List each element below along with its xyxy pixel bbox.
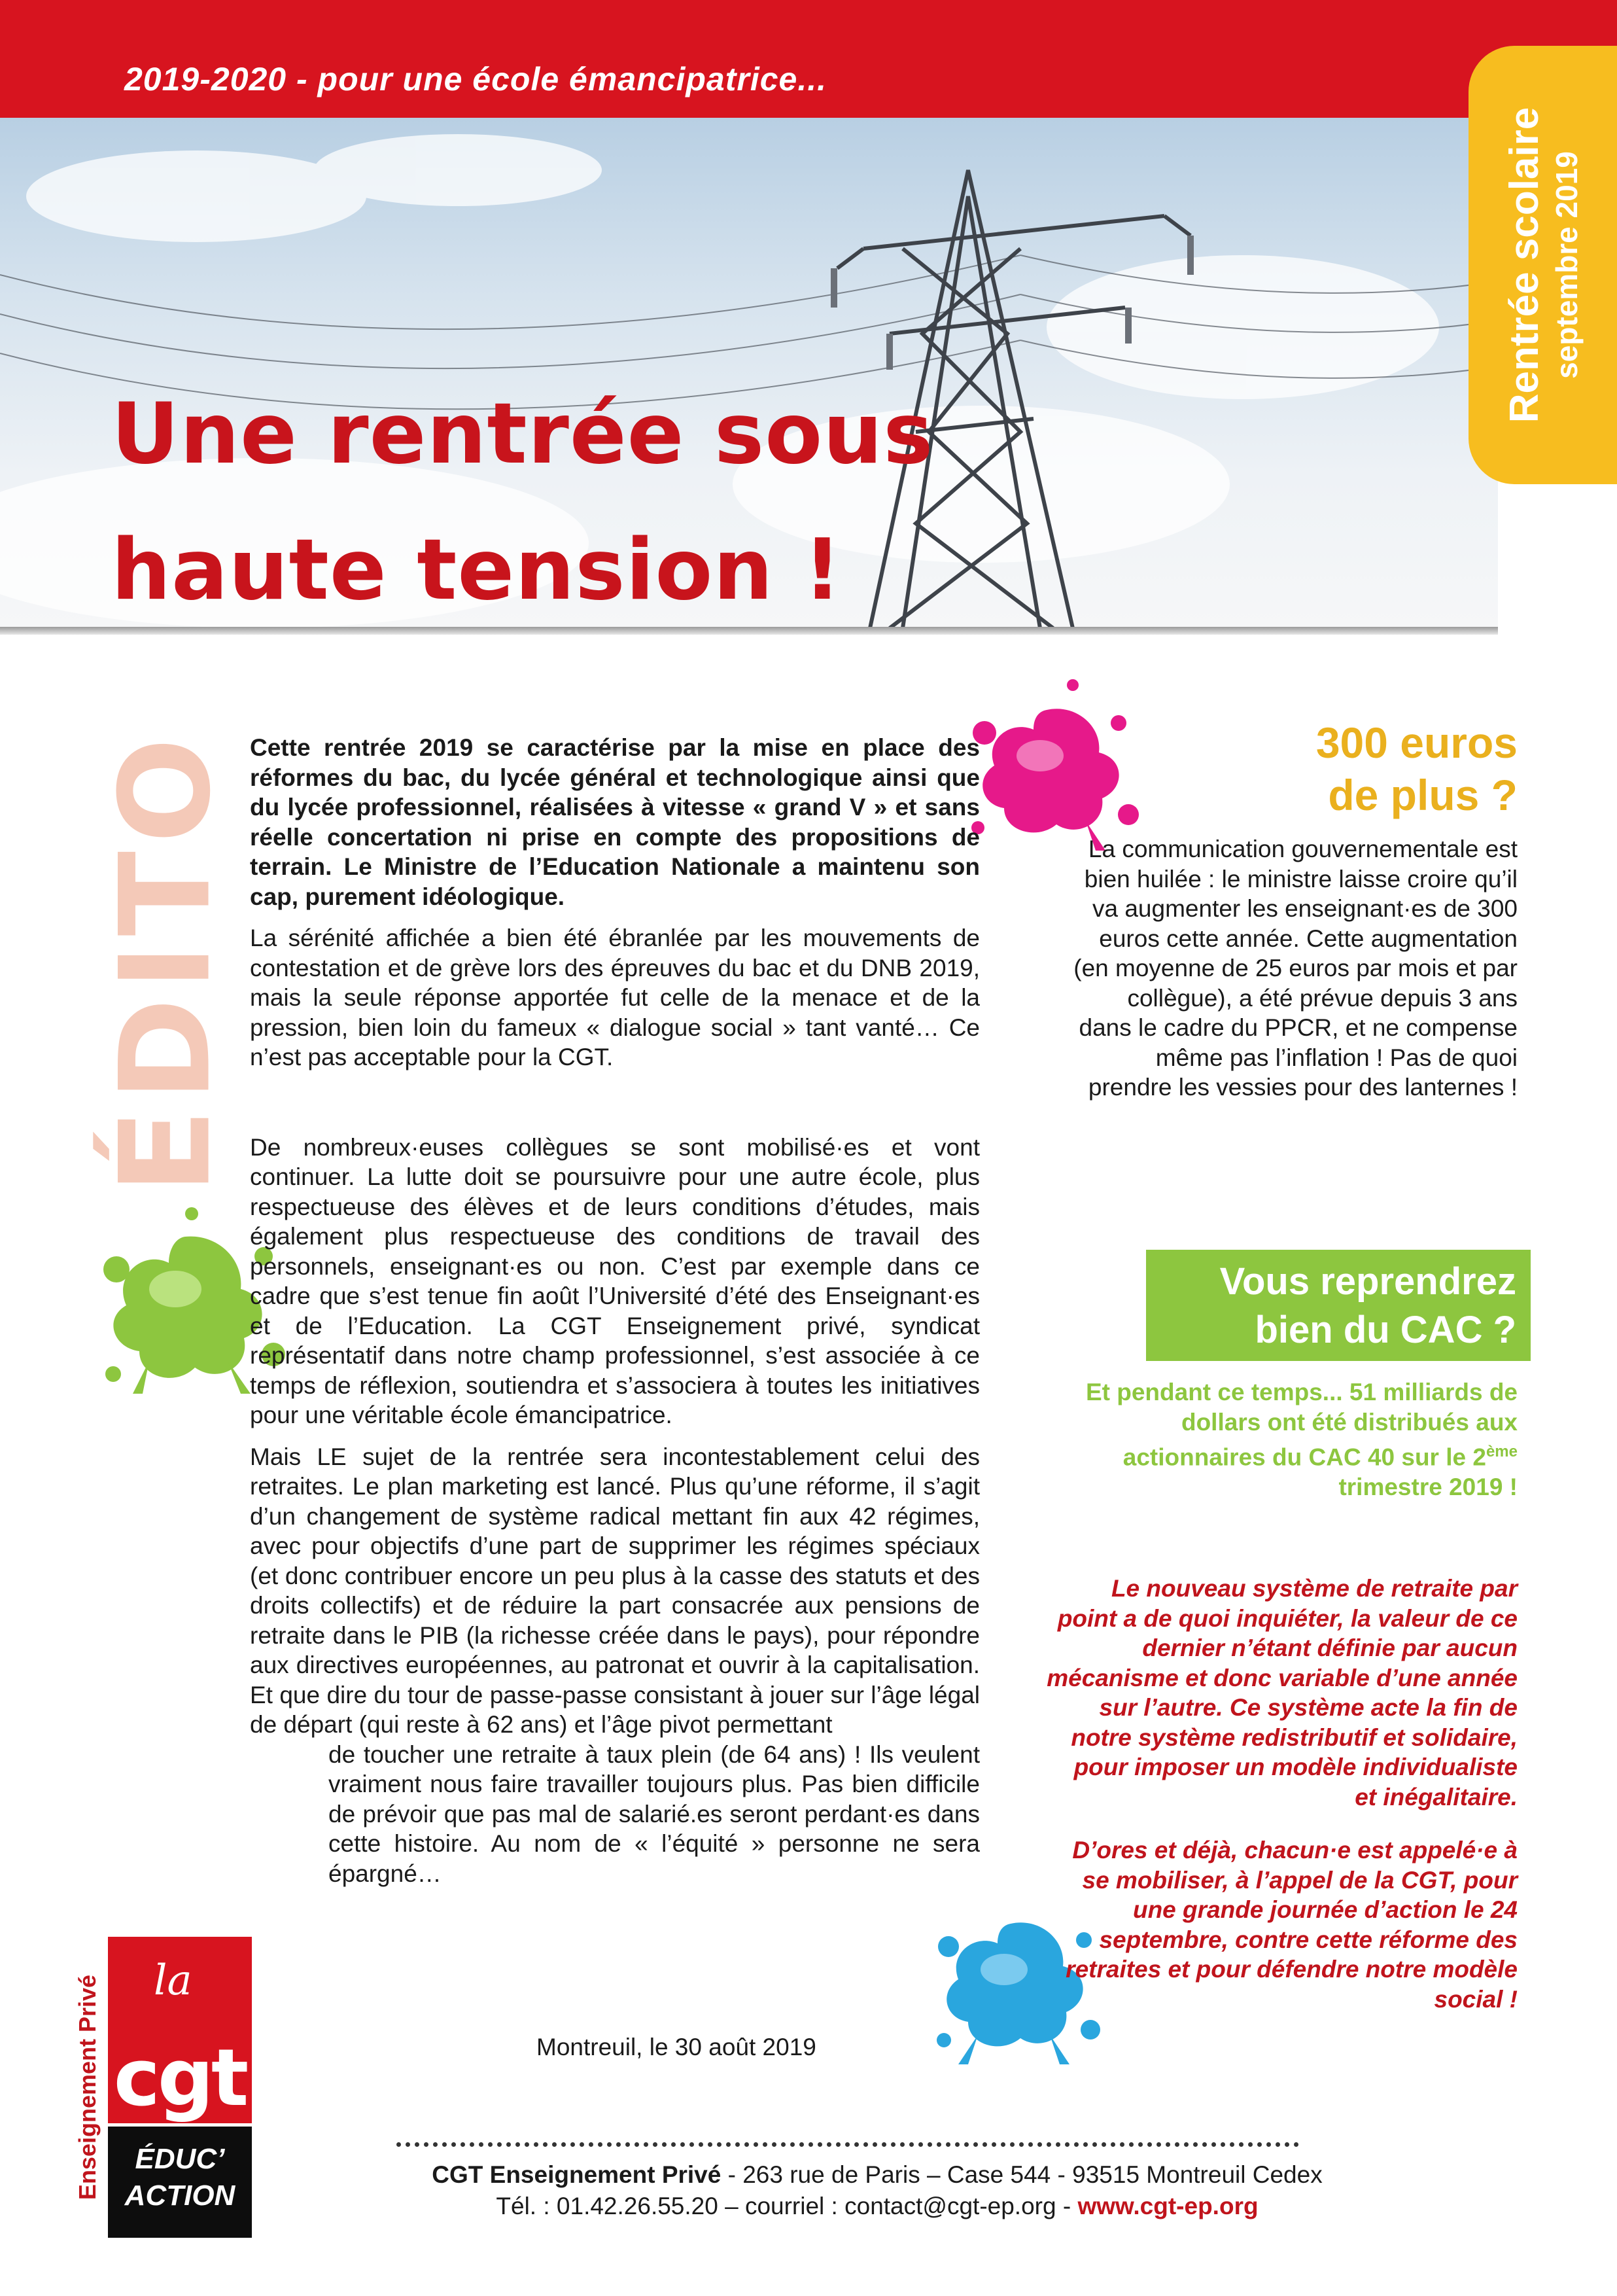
retraite-paragraph: Le nouveau système de retraite par point a de quoi inquiéter, la valeur de ce dernier n’étant définie par aucun mécanisme et donc variable d’une année sur l’autre. Ce système acte la fin de notre système redistributif et solidaire, pour imposer un modèle individualiste et inégalitaire. bbox=[1047, 1575, 1518, 1810]
hero-divider bbox=[0, 627, 1498, 635]
euros-title-line-2: de plus ? bbox=[1328, 771, 1518, 819]
rentree-tab-text bbox=[1501, 62, 1585, 468]
top-banner bbox=[0, 0, 1617, 118]
logo-action: ACTION bbox=[124, 2180, 235, 2212]
retraite-callout bbox=[1047, 1574, 1518, 2038]
footer-org: CGT Enseignement Privé bbox=[432, 2161, 722, 2188]
headline-line-1: Une rentrée sous bbox=[111, 385, 934, 483]
retraite-paragraph: D’ores et déjà, chacun·e est appelé·e à se mobiliser, à l’appel de la CGT, pour une grande journée d’action le 24 septembre, contre cette réforme des retraites et pour défendre notre modèle social ! bbox=[1066, 1837, 1518, 2013]
cac-title-line-2: bien du CAC ? bbox=[1255, 1309, 1516, 1351]
cac-body-text-end: trimestre 2019 ! bbox=[1338, 1473, 1518, 1500]
logo-educ-action bbox=[108, 2127, 252, 2238]
edito-paragraph: Mais LE sujet de la rentrée sera incontestablement celui des retraites. Le plan marketing est lancé. Plus qu’une réforme, il s’agit d’un changement de système radical mettant fin aux 42 régimes, avec pour objectifs d’une part de supprimer les régimes spéciaux (et donc contribuer encore un peu plus à la casse des statuts et des droits collectifs) et de réduire la part consacrée aux pensions de retraite dans le PIB (la richesse créée dans le pays), pour répondre aux directives européennes, au patronat et ouvrir à la capitalisation. Et que dire du tour de passe-passe consistant à jouer sur l’âge légal de départ (qui reste à 62 ans) et l’âge pivot permettant bbox=[250, 1443, 980, 1738]
cac-body bbox=[1073, 1377, 1518, 1502]
headline bbox=[111, 366, 933, 628]
footer-divider bbox=[396, 2142, 1299, 2147]
headline-line-2: haute tension ! bbox=[111, 521, 843, 619]
footer-contact-line bbox=[396, 2191, 1358, 2222]
edito-paragraph: La sérénité affichée a bien été ébranlée par les mouvements de contestation et de grève lors des épreuves du bac et du DNB 2019, mais la seule réponse apportée fut celle de la menace et de la pression, bien loin du fameux « dialogue social » tant vanté… Ce n’est pas acceptable pour la CGT. bbox=[250, 925, 980, 1070]
footer-address-line bbox=[396, 2159, 1358, 2191]
logo-la: la bbox=[154, 1956, 192, 2005]
footer bbox=[396, 2159, 1358, 2222]
logo-enseignement-prive: Enseignement Privé bbox=[74, 1974, 101, 2200]
footer-address: - 263 rue de Paris – Case 544 - 93515 Montreuil Cedex bbox=[721, 2161, 1323, 2188]
logo-red-block bbox=[108, 1937, 252, 2123]
edito-label-text: ÉDITO bbox=[93, 730, 238, 1194]
cac-body-superscript: ème bbox=[1486, 1443, 1518, 1460]
edito-signoff: Montreuil, le 30 août 2019 bbox=[536, 2034, 816, 2060]
edito-paragraph: De nombreux·euses collègues se sont mobilisé·es et vont continuer. La lutte doit se poursuivre pour une autre école, plus respectueuse des élèves et de leurs conditions d’études, mais également plus respectueuse des conditions de travail des personnels, enseignant·es ou non. C’est par exemple dans ce cadre que s’est tenue fin août l’Université d’été des Enseignant·es et de l’Education. La CGT Enseignement privé, syndicat représentatif dans notre champ professionnel, s’est associée à ce temps de réflexion, soutiendra et s’associera à toutes les initiatives pour une véritable école émancipatrice. bbox=[250, 1133, 980, 1428]
rentree-tab-title: Rentrée scolaire bbox=[1501, 107, 1547, 423]
edito-label bbox=[84, 730, 247, 1194]
footer-contact: Tél. : 01.42.26.55.20 – courriel : contact@cgt-ep.org - bbox=[496, 2193, 1078, 2219]
cac-heading-box bbox=[1146, 1250, 1531, 1361]
edito-paragraph: de toucher une retraite à taux plein (de 64 ans) ! Ils veulent vraiment nous faire travailler toujours plus. Pas bien difficile de prévoir que pas mal de salarié.es seront perdant·es dans cette histoire. Au nom de « l’équité » personne ne sera épargné… bbox=[328, 1740, 980, 1887]
euros-body: La communication gouvernementale est bien huilée : le ministre laisse croire qu’il va augmenter les enseignant·es de 300 euros cette année. Cette augmentation (en moyenne de 25 euros par mois et par collègue), a été prévue depuis 3 ans dans le cadre du PPCR, et ne compense même pas l’inflation ! Pas de quoi prendre les vessies pour des lanternes ! bbox=[1073, 836, 1518, 1101]
footer-website-link[interactable]: www.cgt-ep.org bbox=[1077, 2193, 1259, 2219]
euros-title bbox=[1073, 716, 1518, 821]
edito-body bbox=[250, 733, 980, 1900]
logo-vertical-text bbox=[72, 1937, 103, 2238]
logo-cgt: cgt bbox=[113, 2033, 247, 2124]
cgt-logo bbox=[72, 1937, 252, 2238]
cac-title-line-1: Vous reprendrez bbox=[1219, 1260, 1516, 1303]
logo-educ: ÉDUC’ bbox=[135, 2143, 225, 2175]
hero-image bbox=[0, 118, 1498, 628]
euros-title-line-1: 300 euros bbox=[1315, 718, 1518, 767]
issue-subtitle: 2019-2020 - pour une école émancipatrice... bbox=[124, 61, 827, 97]
edito-lead-paragraph: Cette rentrée 2019 se caractérise par la mise en place des réformes du bac, du lycée général et technologique ainsi que du lycée professionnel, réalisées à vitesse « grand V » et sans réelle concertation ni prise en compte des propositions de terrain. Le Ministre de l’Education Nationale a maintenu son cap, purement idéologique. bbox=[250, 734, 980, 910]
cac-body-text: Et pendant ce temps... 51 milliards de dollars ont été distribués aux actionnaires du CAC 40 sur le 2 bbox=[1085, 1379, 1518, 1471]
rentree-tab-date: septembre 2019 bbox=[1549, 151, 1584, 379]
euros-sidebar bbox=[1073, 716, 1518, 1103]
rentree-tab bbox=[1469, 46, 1617, 484]
